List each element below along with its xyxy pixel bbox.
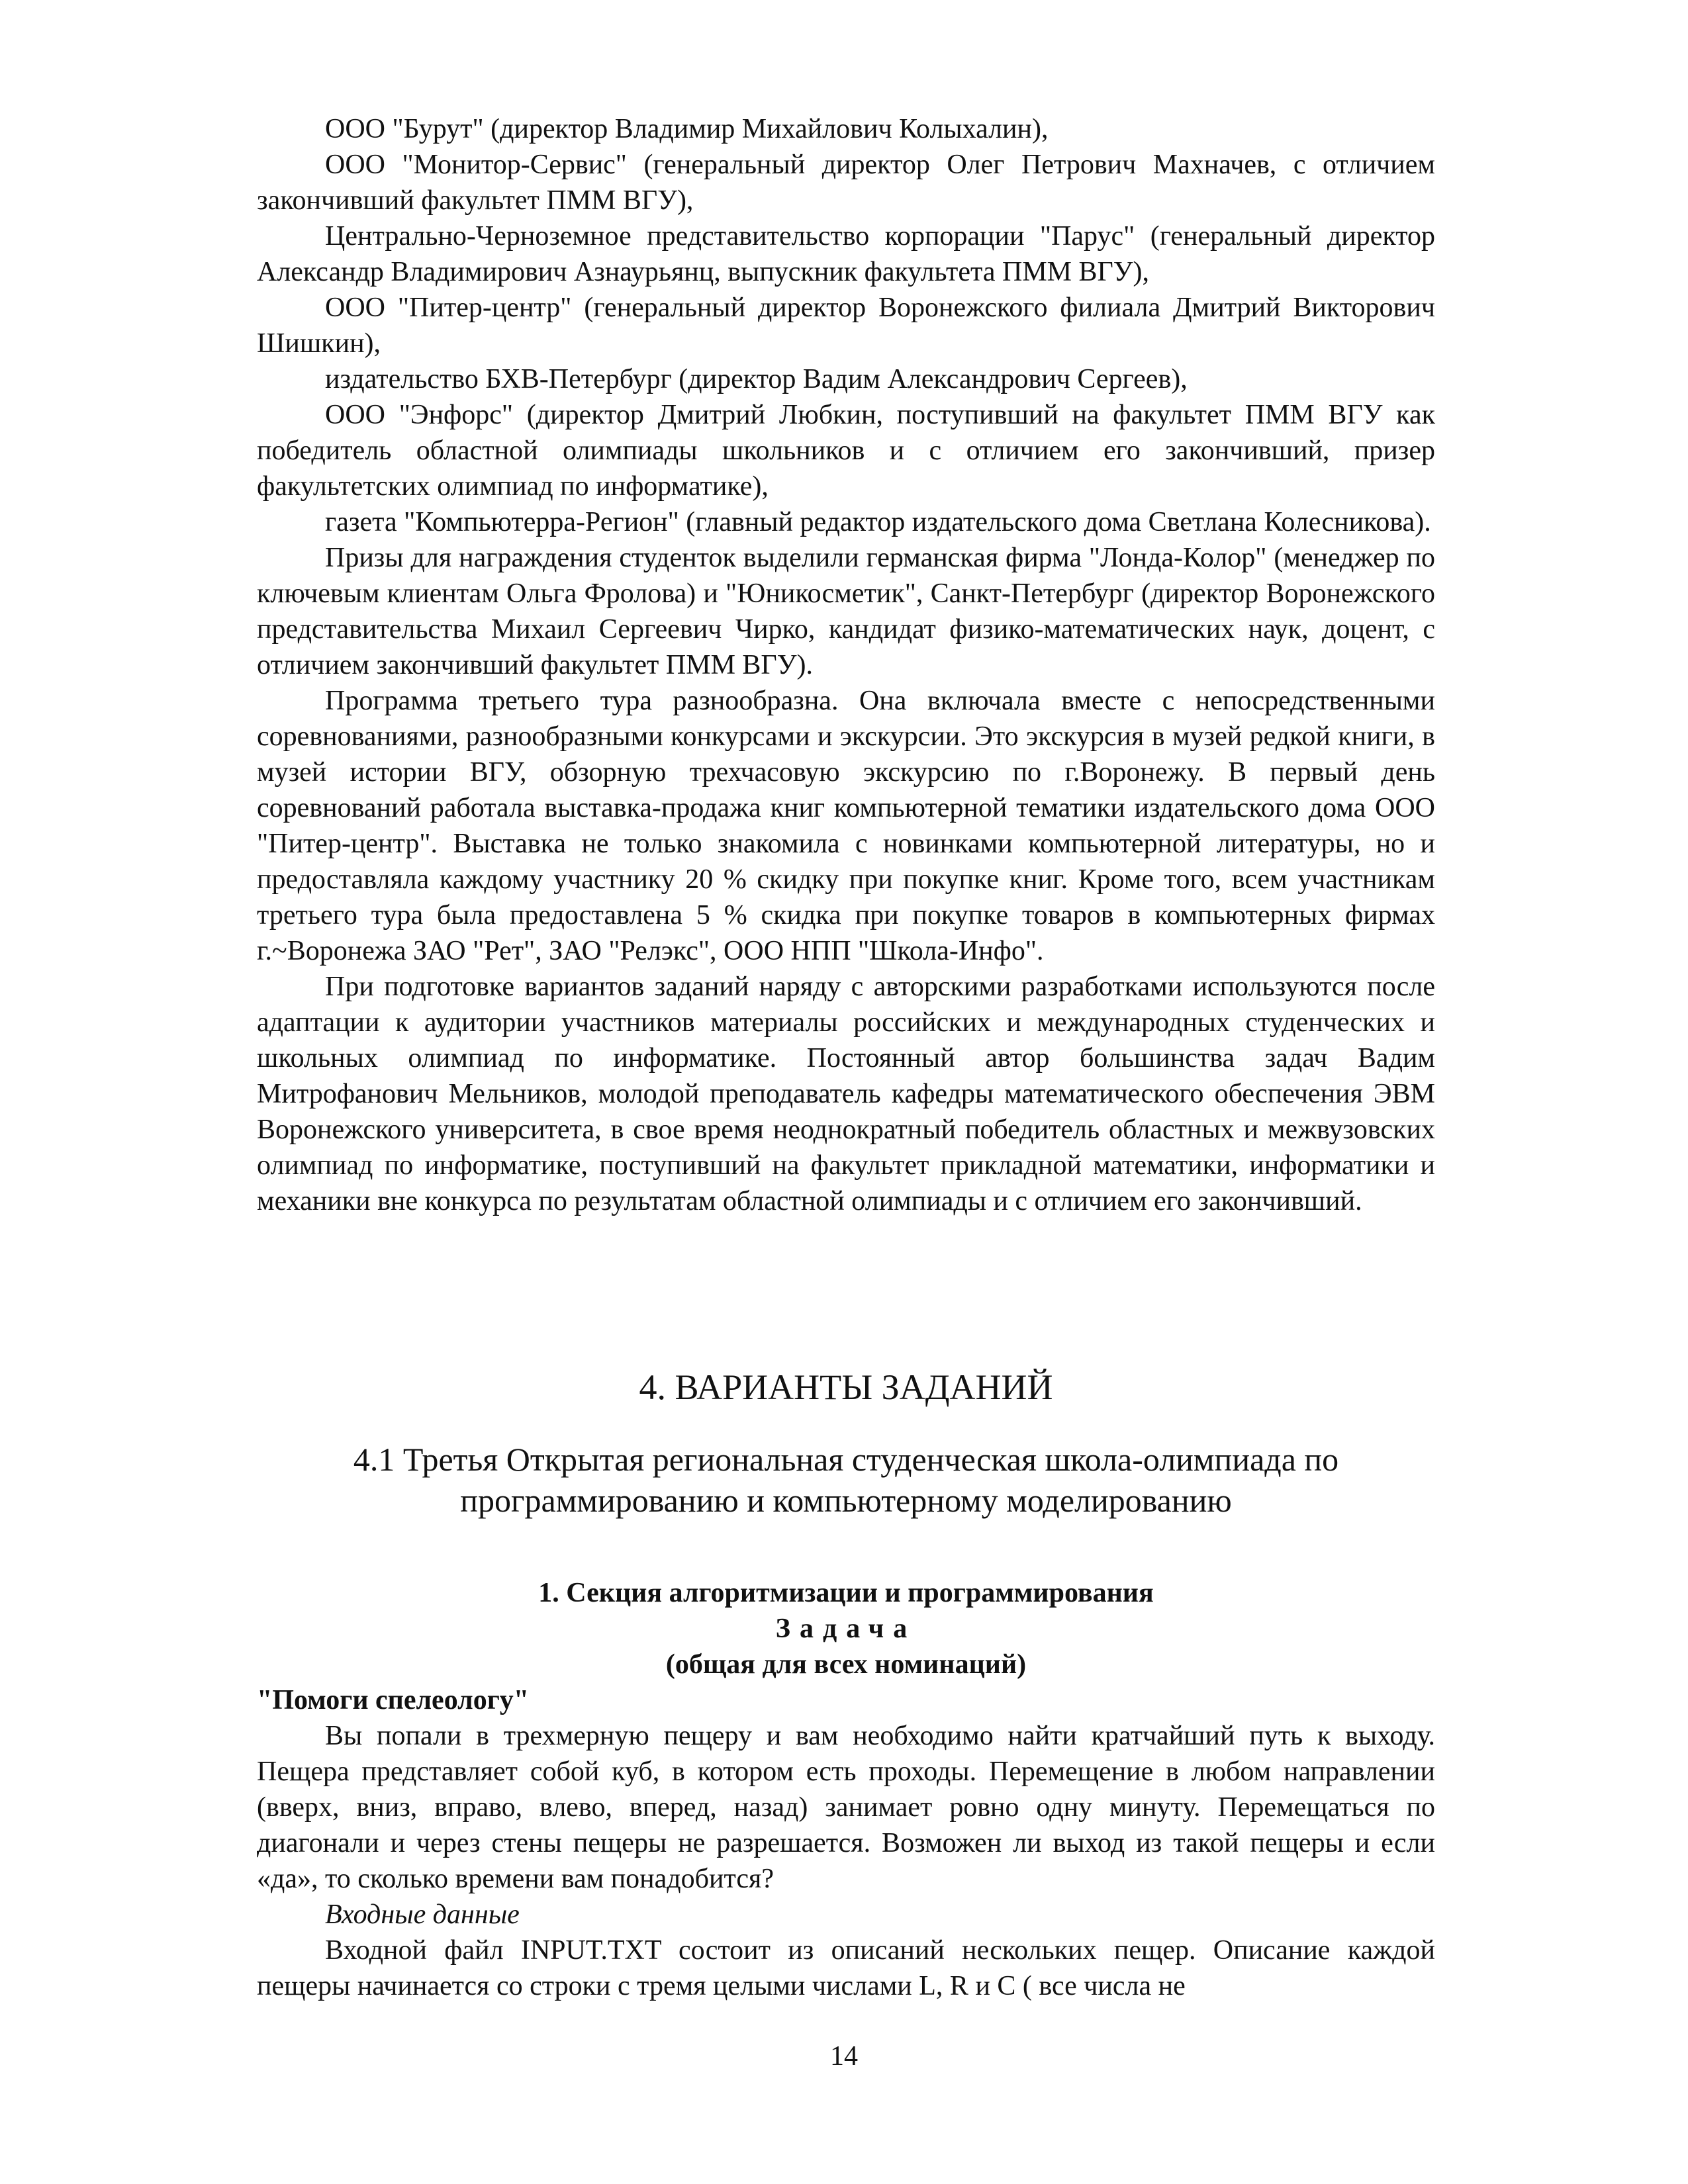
task-section-title: 1. Секция алгоритмизации и программирования [538,1578,1154,1608]
paragraph-enfors: ООО "Энфорс" (директор Дмитрий Любкин, поступивший на факультет ПММ ВГУ как победитель областной олимпиады школьников и с отличием его закончивший, призер факультетских олимпиад по информатике), [257,400,1435,502]
section-heading-line-2: программированию и компьютерному моделированию [460,1482,1232,1519]
page-number: 14 [830,2041,858,2071]
problem-title: "Помоги спелеологу" [257,1685,530,1715]
paragraph-monitor-service: ООО "Монитор-Сервис" (генеральный директор Олег Петрович Махначев, с отличием закончивший факультет ПММ ВГУ), [257,150,1435,216]
input-data-text: Входной файл INPUT.TXT состоит из описаний нескольких пещер. Описание каждой пещеры начинается со строки с тремя целыми числами L, R и C ( все числа не [257,1935,1435,2001]
task-block [257,1575,1435,2004]
section-heading [257,1439,1435,1521]
paragraph-task-preparation: При подготовке вариантов заданий наряду с авторскими разработками используются после адаптации к аудитории участников материалы российских и международных студенческих и школьных олимпиад по информатике. Постоянный автор большинства задач Вадим Митрофанович Мельников, молодой преподаватель кафедры математического обеспечения ЭВМ Воронежского университета, в свое время неоднократный победитель областных и межвузовских олимпиад по информатике, поступивший на факультет прикладной математики, информатики и механики вне конкурса по результатам областной олимпиады и с отличием его закончивший. [257,972,1435,1216]
section-heading-line-1: 4.1 Третья Открытая региональная студенческая школа-олимпиада по [353,1441,1339,1478]
paragraph-burut: ООО "Бурут" (директор Владимир Михайлович Колыхалин), [325,114,1049,144]
problem-statement: Вы попали в трехмерную пещеру и вам необходимо найти кратчайший путь к выходу. Пещера представляет собой куб, в котором есть проходы. Перемещение в любом направлении (вверх, вниз, вправо, влево, вперед, назад) занимает ровно одну минуту. Перемещаться по диагонали и через стены пещеры не разрешается. Возможен ли выход из такой пещеры и если «да», то сколько времени вам понадобится? [257,1721,1435,1894]
paragraph-prizes: Призы для награждения студенток выделили германская фирма "Лонда-Колор" (менеджер по ключевым клиентам Ольга Фролова) и "Юникосметик", Санкт-Петербург (директор Воронежского представительства Михаил Сергеевич Чирко, кандидат физико-математических наук, доцент, с отличием закончивший факультет ПММ ВГУ). [257,543,1435,680]
chapter-heading: 4. ВАРИАНТЫ ЗАДАНИЙ [639,1367,1053,1407]
intro-text-block [257,111,1435,1219]
paragraph-computerra: газета "Компьютерра-Регион" (главный редактор издательского дома Светлана Колесникова). [325,507,1431,537]
paragraph-piter-center: ООО "Питер-центр" (генеральный директор Воронежского филиала Дмитрий Викторович Шишкин), [257,293,1435,359]
paragraph-parus: Центрально-Черноземное представительство корпорации "Парус" (генеральный директор Александр Владимирович Азнаурьянц, выпускник факультета ПММ ВГУ), [257,221,1435,287]
paragraph-program: Программа третьего тура разнообразна. Она включала вместе с непосредственными соревнованиями, разнообразными конкурсами и экскурсии. Это экскурсия в музей редкой книги, в музей истории ВГУ, обзорную трехчасовую экскурсию по г.Воронежу. В первый день соревнований работала выставка-продажа книг компьютерной тематики издательского дома ООО "Питер-центр". Выставка не только знакомила с новинками компьютерной литературы, но и предоставляла каждому участнику 20 % скидку при покупке книг. Кроме того, всем участникам третьего тура была предоставлена 5 % скидка при покупке товаров в компьютерных фирмах г.~Воронежа ЗАО "Рет", ЗАО "Релэкс", ООО НПП "Школа-Инфо". [257,686,1435,966]
task-scope: (общая для всех номинаций) [665,1649,1027,1680]
paragraph-bhv: издательство БХВ-Петербург (директор Вадим Александрович Сергеев), [325,364,1188,394]
input-data-heading: Входные данные [325,1899,520,1930]
task-label: Задача [775,1614,917,1644]
